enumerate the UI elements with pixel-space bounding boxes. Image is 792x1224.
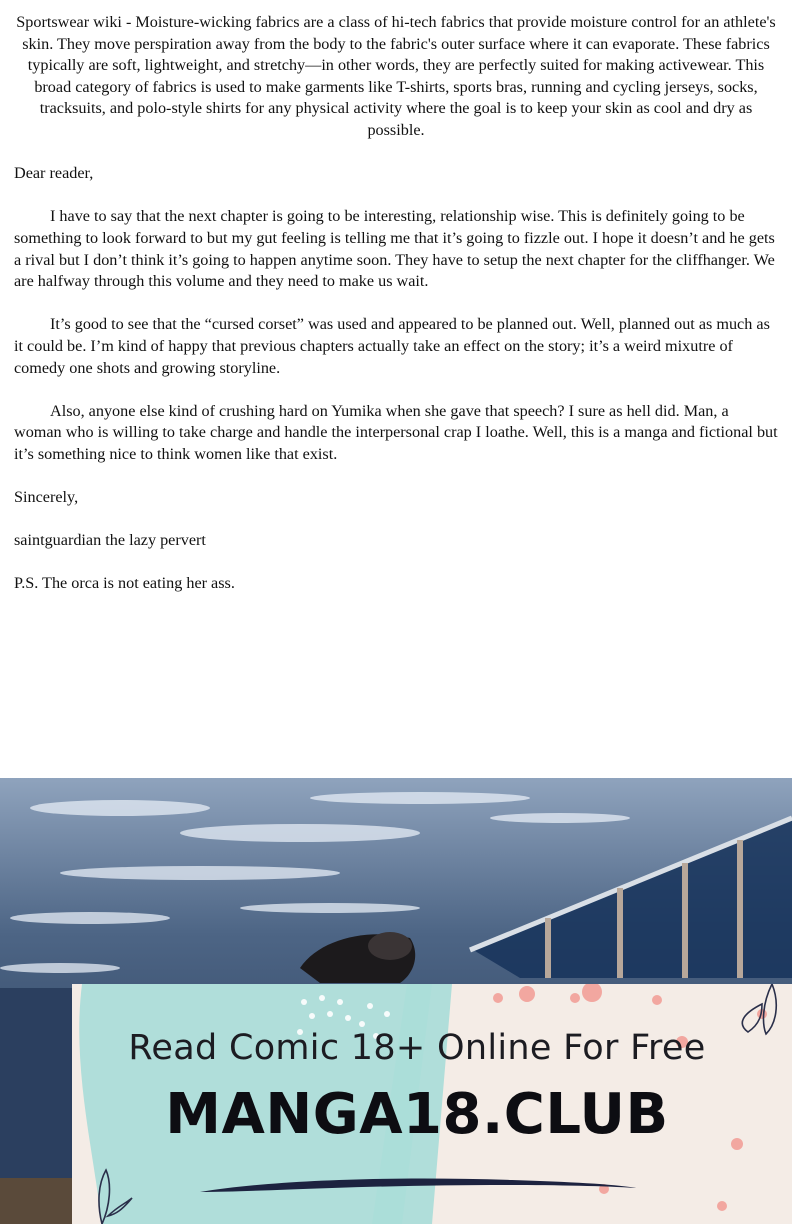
letter-paragraph-3: Also, anyone else kind of crushing hard on Yumika when she gave that speech? I sure as hell did. Man, a woman who is willing to take charge and handle the interpersonal crap I loathe. Well, this is a manga and fictional but it’s something nice to think women like that exist. <box>14 401 778 463</box>
postscript: P.S. The orca is not eating her ass. <box>14 574 235 593</box>
letter-paragraph-2: It’s good to see that the “cursed corset” was used and appeared to be planned out. Well, planned out as much as it could be. I’m kind of happy that previous chapters actually take an effect on the story; it’s a weird mixutre of comedy one shots and growing storyline. <box>14 315 770 377</box>
salutation: Dear reader, <box>14 164 94 183</box>
signature: saintguardian the lazy pervert <box>14 531 206 550</box>
banner-site-name[interactable]: MANGA18.CLUB <box>165 1082 669 1147</box>
closing: Sincerely, <box>14 488 79 507</box>
letter-paragraph-1: I have to say that the next chapter is going to be interesting, relationship wise. This is definitely going to be something to look forward to but my gut feeling is telling me that it’s going to fizzle out. I hope it doesn’t and he gets a rival but I don’t think it’s going to happen anytime soon. They have to setup the next chapter for the cliffhanger. We are halfway through this volume and they need to make us wait. <box>14 207 775 291</box>
manga18-advertisement-banner[interactable] <box>72 984 792 1224</box>
text-area <box>14 12 778 595</box>
letter <box>14 163 778 595</box>
intro-paragraph: Sportswear wiki - Moisture-wicking fabrics are a class of hi-tech fabrics that provide moisture control for an athlete's skin. They move perspiration away from the body to the fabric's outer surface where it can evaporate. These fabrics typically are soft, lightweight, and stretchy—in other words, they are perfectly suited for making activewear. This broad category of fabrics is used to make garments like T-shirts, sports bras, running and cycling jerseys, socks, tracksuits, and polo-style shirts for any physical activity where the goal is to keep your skin as cool and dry as possible. <box>16 13 776 139</box>
banner-tagline: Read Comic 18+ Online For Free <box>128 1028 706 1068</box>
